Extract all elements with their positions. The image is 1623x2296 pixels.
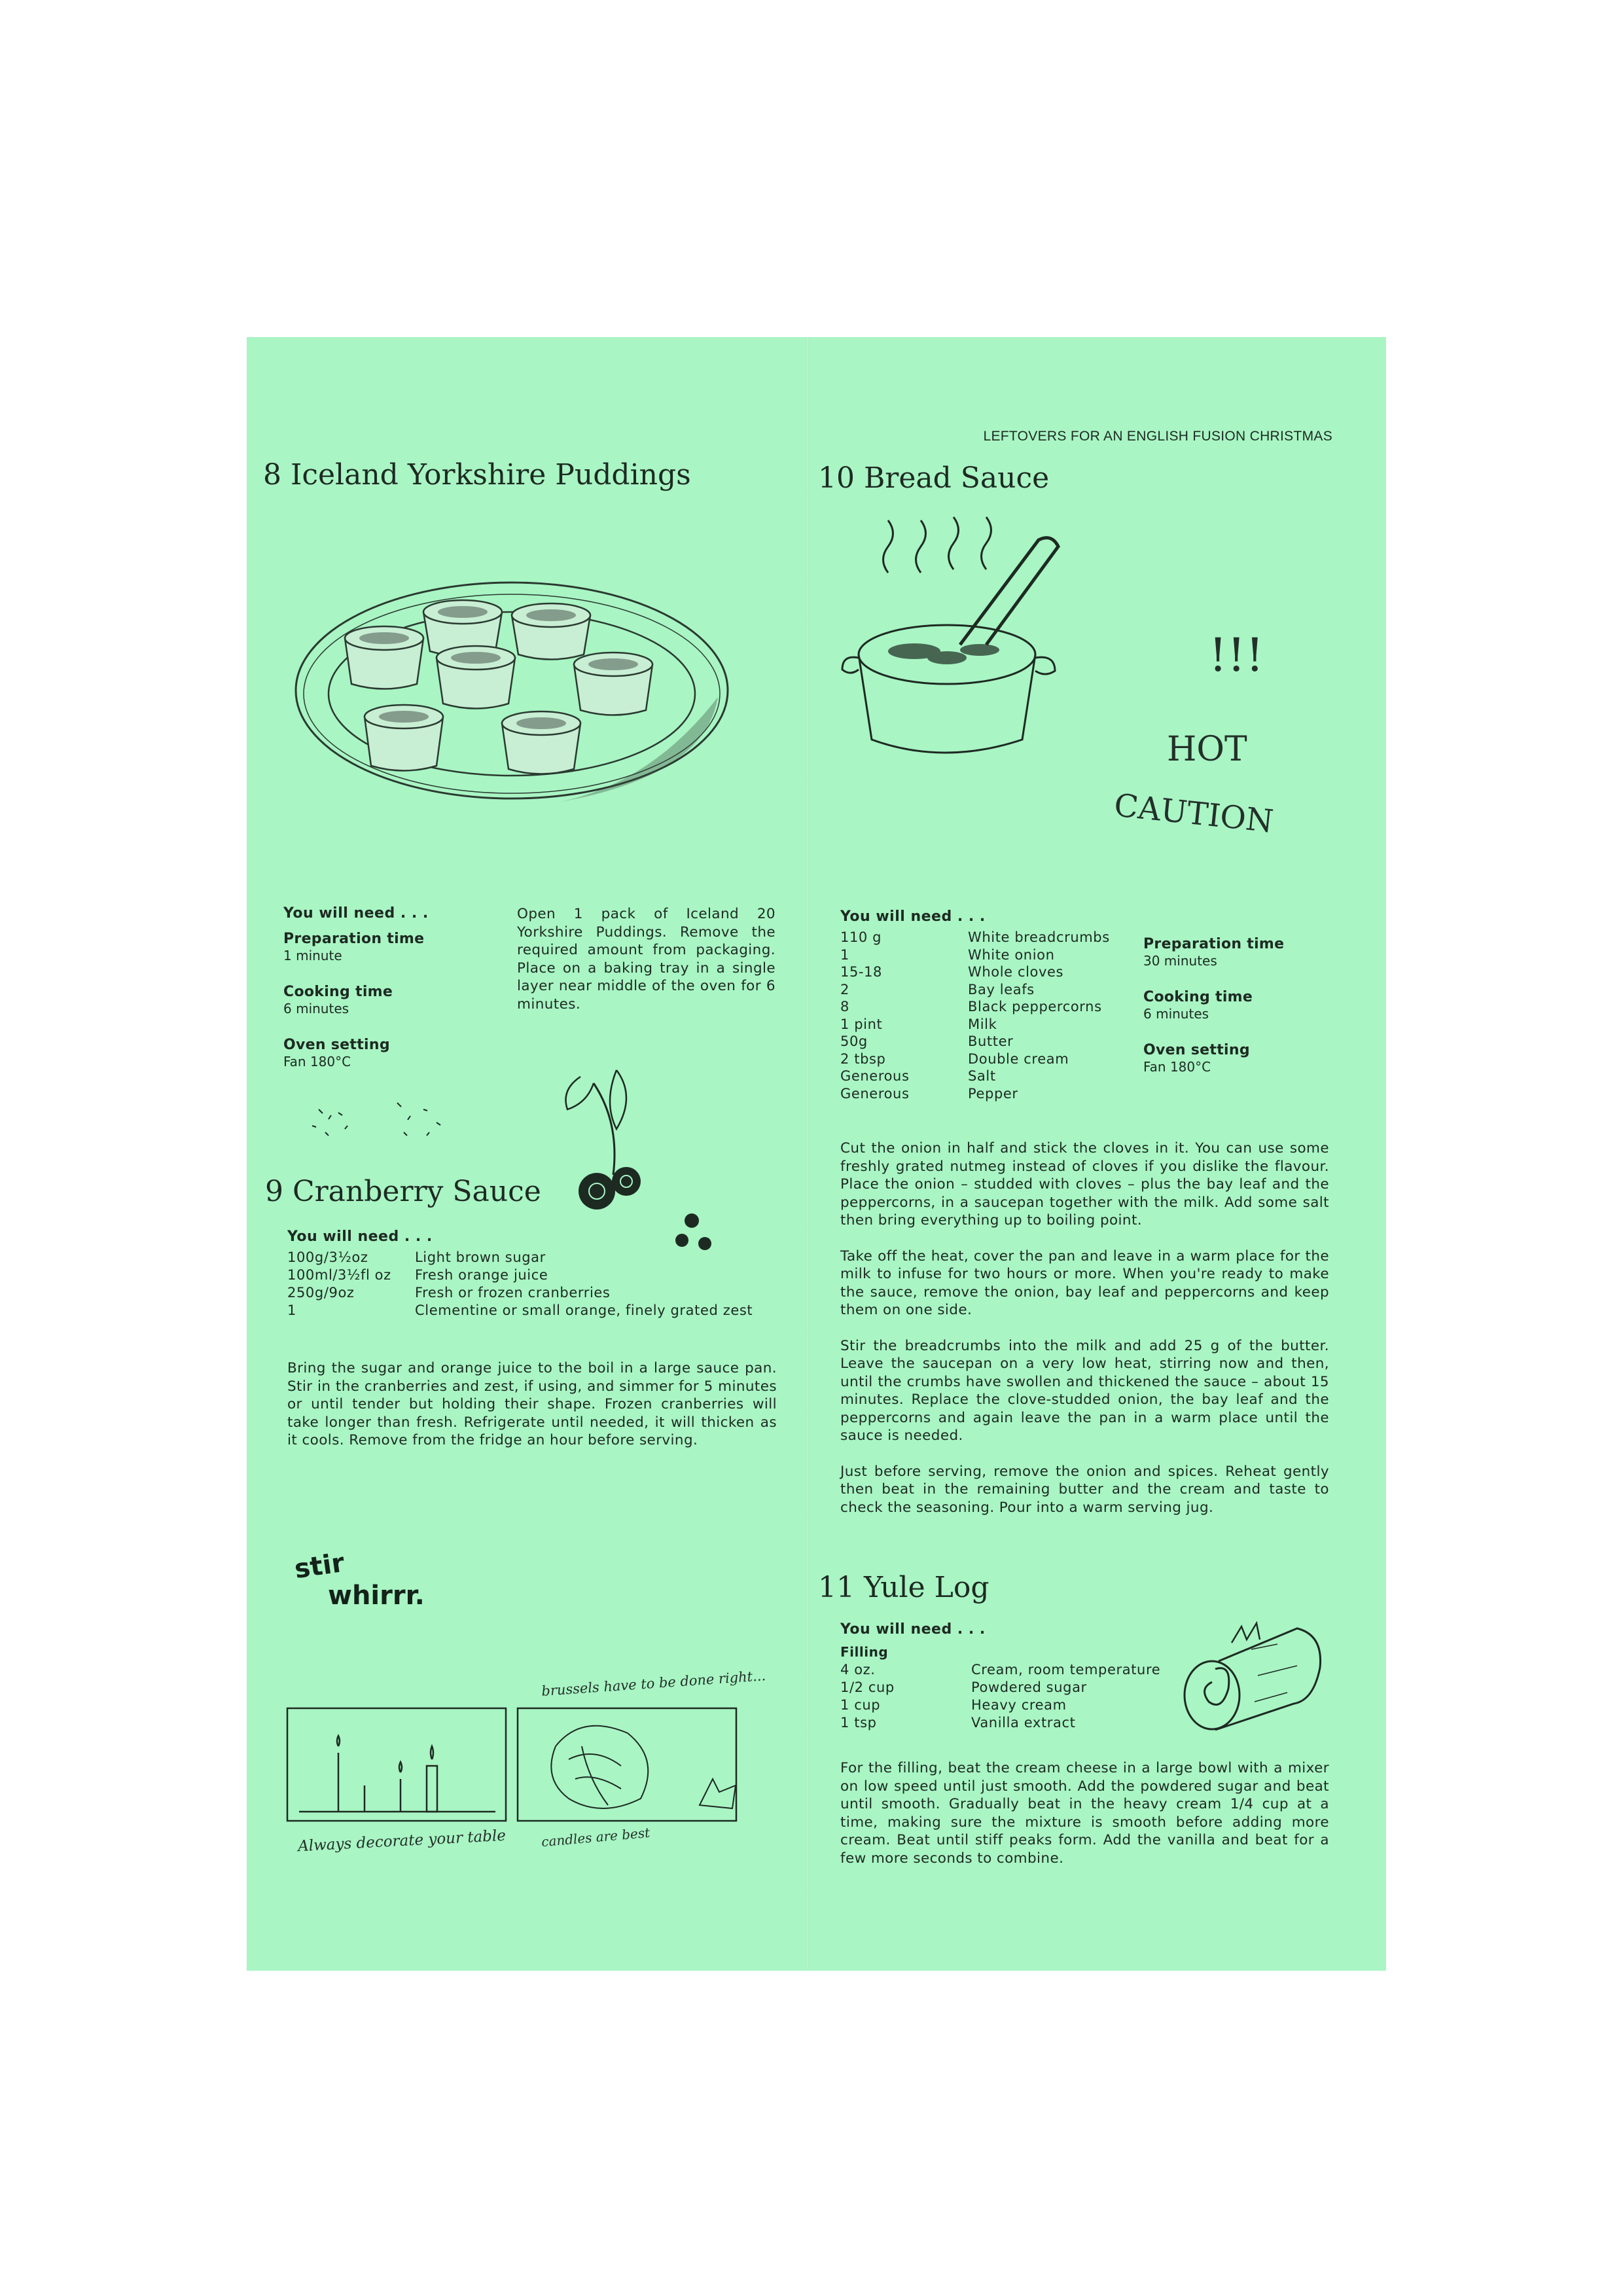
doodle-whirrr: whirrr. [328, 1581, 425, 1611]
recipe10-qty: 1 [840, 946, 849, 963]
recipe10-title: 10 Bread Sauce [818, 461, 1050, 495]
recipe10-item: Bay leafs [968, 981, 1035, 997]
recipe10-cook-value: 6 minutes [1143, 1006, 1209, 1022]
recipe11-you-will-need: You will need . . . [840, 1621, 986, 1638]
recipe8-oven-label: Oven setting [283, 1037, 390, 1053]
recipe10-ingredients [840, 908, 1141, 1102]
recipe10-method-step: Take off the heat, cover the pan and leave in a warm place for the milk to infuse for two hours or more. When you're ready to make the sauce, remove the onion, bay leaf and peppercorns and keep them on one side. [840, 1247, 1329, 1318]
recipe11-method: For the filling, beat the cream cheese in a large bowl with a mixer on low speed until just smooth. Add the powdered sugar and beat until smooth. Gradually beat in the heavy cream 1/4 cup at a time, making sure the mixture is smooth before adding more cream. Beat until stiff peaks form. Add the vanilla and beat for a few more seconds to combine. [840, 1760, 1329, 1867]
recipe8-oven-value: Fan 180°C [283, 1054, 351, 1069]
recipe10-you-will-need: You will need . . . [840, 908, 986, 925]
recipe9-qty: 250g/9oz [287, 1285, 355, 1300]
running-head: LEFTOVERS FOR AN ENGLISH FUSION CHRISTMAS [983, 429, 1332, 444]
recipe11-qty: 1 tsp [840, 1715, 877, 1731]
recipe10-qty: 1 pint [840, 1016, 883, 1032]
sugar-sprinkles-doodle [299, 1096, 495, 1175]
recipe10-oven-label: Oven setting [1143, 1042, 1250, 1058]
recipe10-qty: 110 g [840, 929, 882, 945]
recipe9-item: Fresh or frozen cranberries [415, 1285, 611, 1300]
doodle-hot: HOT [1167, 730, 1247, 769]
recipe11-qty: 4 oz. [840, 1662, 876, 1677]
recipe10-method-step: Stir the breadcrumbs into the milk and add 25 g of the butter. Leave the saucepan on a very low heat, stirring now and then, until the crumbs have swollen and thickened the sauce – about 15 minutes. Replace the clove-studded onion, the bay leaf and the peppercorns and again leave the pan in a warm place until the sauce is needed. [840, 1337, 1329, 1444]
brussels-sprout-sketch [516, 1707, 739, 1825]
recipe8-cook-value: 6 minutes [283, 1001, 349, 1016]
recipe8-info [283, 905, 486, 1070]
recipe11-item: Heavy cream [971, 1697, 1067, 1713]
doodle-exclaim: !!! [1209, 628, 1264, 682]
recipe10-ingredient-list [840, 929, 1141, 1102]
recipe10-qty: 50g [840, 1033, 868, 1049]
doodle-brussels-note: brussels have to be done right... [541, 1668, 766, 1699]
recipe8-prep-value: 1 minute [283, 948, 342, 963]
recipe10-item: Salt [968, 1068, 996, 1084]
recipe11-qty: 1 cup [840, 1697, 881, 1713]
recipe11-title: 11 Yule Log [818, 1571, 990, 1604]
recipe9-ingredient-list [287, 1249, 785, 1319]
recipe9-method: Bring the sugar and orange juice to the boil in a large sauce pan. Stir in the cranberries and zest, if using, and simmer for 5 minutes or until tender but holding their shape. Frozen cranberries will take longer than fresh. Refrigerate until needed, it will thicken as it cools. Remove from the fridge an hour before serving. [287, 1360, 777, 1448]
doodle-candles-note: candles are best [541, 1824, 651, 1850]
recipe11-filling-label: Filling [840, 1644, 889, 1660]
recipe10-prep-label: Preparation time [1143, 936, 1285, 952]
recipe8-cook-label: Cooking time [283, 984, 393, 1000]
recipe9-qty: 100ml/3½fl oz [287, 1267, 391, 1283]
recipe10-qty: Generous [840, 1085, 910, 1102]
recipe10-qty: 2 [840, 981, 849, 997]
booklet-spread [247, 337, 1386, 1971]
recipe10-qty: 15-18 [840, 964, 883, 980]
doodle-decorate-note: Always decorate your table [297, 1827, 507, 1856]
candles-sketch [286, 1707, 508, 1825]
recipe11-item: Cream, room temperature [971, 1662, 1161, 1677]
recipe10-method-step: Cut the onion in half and stick the cloves in it. You can use some freshly grated nutmeg instead of cloves if you dislike the flavour. Place the onion – studded with cloves – plus the bay leaf and the peppercorns, in a saucepan together with the milk. Add some salt then bring everything up to boiling point. [840, 1140, 1329, 1229]
recipe10-item: Pepper [968, 1085, 1018, 1102]
recipe8-you-will-need: You will need . . . [283, 905, 429, 922]
recipe9-item: Light brown sugar [415, 1249, 546, 1265]
recipe10-item: Double cream [968, 1050, 1069, 1067]
recipe11-ingredients [840, 1621, 1181, 1732]
recipe10-item: Whole cloves [968, 964, 1064, 980]
recipe9-qty: 100g/3½oz [287, 1249, 368, 1265]
doodle-stir: stir [293, 1547, 347, 1585]
yorkshire-puddings-illustration [286, 560, 744, 821]
recipe8-method: Open 1 pack of Iceland 20 Yorkshire Puddings. Remove the required amount from packaging. Place on a baking tray in a single layer near middle of the oven for 6 minutes. [517, 906, 776, 1013]
recipe10-qty: 2 tbsp [840, 1050, 886, 1067]
recipe9-item: Clementine or small orange, finely grated zest [415, 1302, 753, 1318]
recipe10-qty: Generous [840, 1068, 910, 1084]
recipe9-item: Fresh orange juice [415, 1267, 548, 1283]
recipe10-qty: 8 [840, 999, 849, 1014]
recipe8-prep-label: Preparation time [283, 931, 425, 947]
recipe10-item: White onion [968, 946, 1055, 963]
recipe11-item: Vanilla extract [971, 1715, 1076, 1731]
recipe10-item: Milk [968, 1016, 997, 1032]
page-fold [806, 337, 808, 1971]
recipe11-qty: 1/2 cup [840, 1679, 895, 1695]
recipe10-prep-value: 30 minutes [1143, 953, 1217, 969]
recipe10-item: Black peppercorns [968, 999, 1102, 1014]
recipe9-title: 9 Cranberry Sauce [265, 1175, 541, 1208]
recipe8-title: 8 Iceland Yorkshire Puddings [263, 458, 691, 492]
recipe9-you-will-need: You will need . . . [287, 1229, 433, 1245]
recipe9-ingredients [287, 1229, 785, 1319]
yule-log-illustration [1179, 1623, 1330, 1741]
recipe9-qty: 1 [287, 1302, 296, 1318]
recipe10-method [840, 1139, 1329, 1516]
recipe11-item: Powdered sugar [971, 1679, 1087, 1695]
recipe10-item: Butter [968, 1033, 1014, 1049]
recipe11-ingredient-list [840, 1661, 1181, 1732]
recipe10-method-step: Just before serving, remove the onion and spices. Reheat gently then beat in the remaining butter and the cream and taste to check the seasoning. Pour into a warm serving jug. [840, 1463, 1329, 1516]
cranberry-sprig-illustration [548, 1064, 718, 1221]
recipe10-oven-value: Fan 180°C [1143, 1059, 1211, 1075]
recipe10-cook-label: Cooking time [1143, 989, 1253, 1005]
recipe10-item: White breadcrumbs [968, 929, 1110, 945]
recipe10-info [1143, 936, 1340, 1075]
doodle-caution: CAUTION [1112, 787, 1275, 840]
saucepan-illustration [862, 533, 1124, 769]
